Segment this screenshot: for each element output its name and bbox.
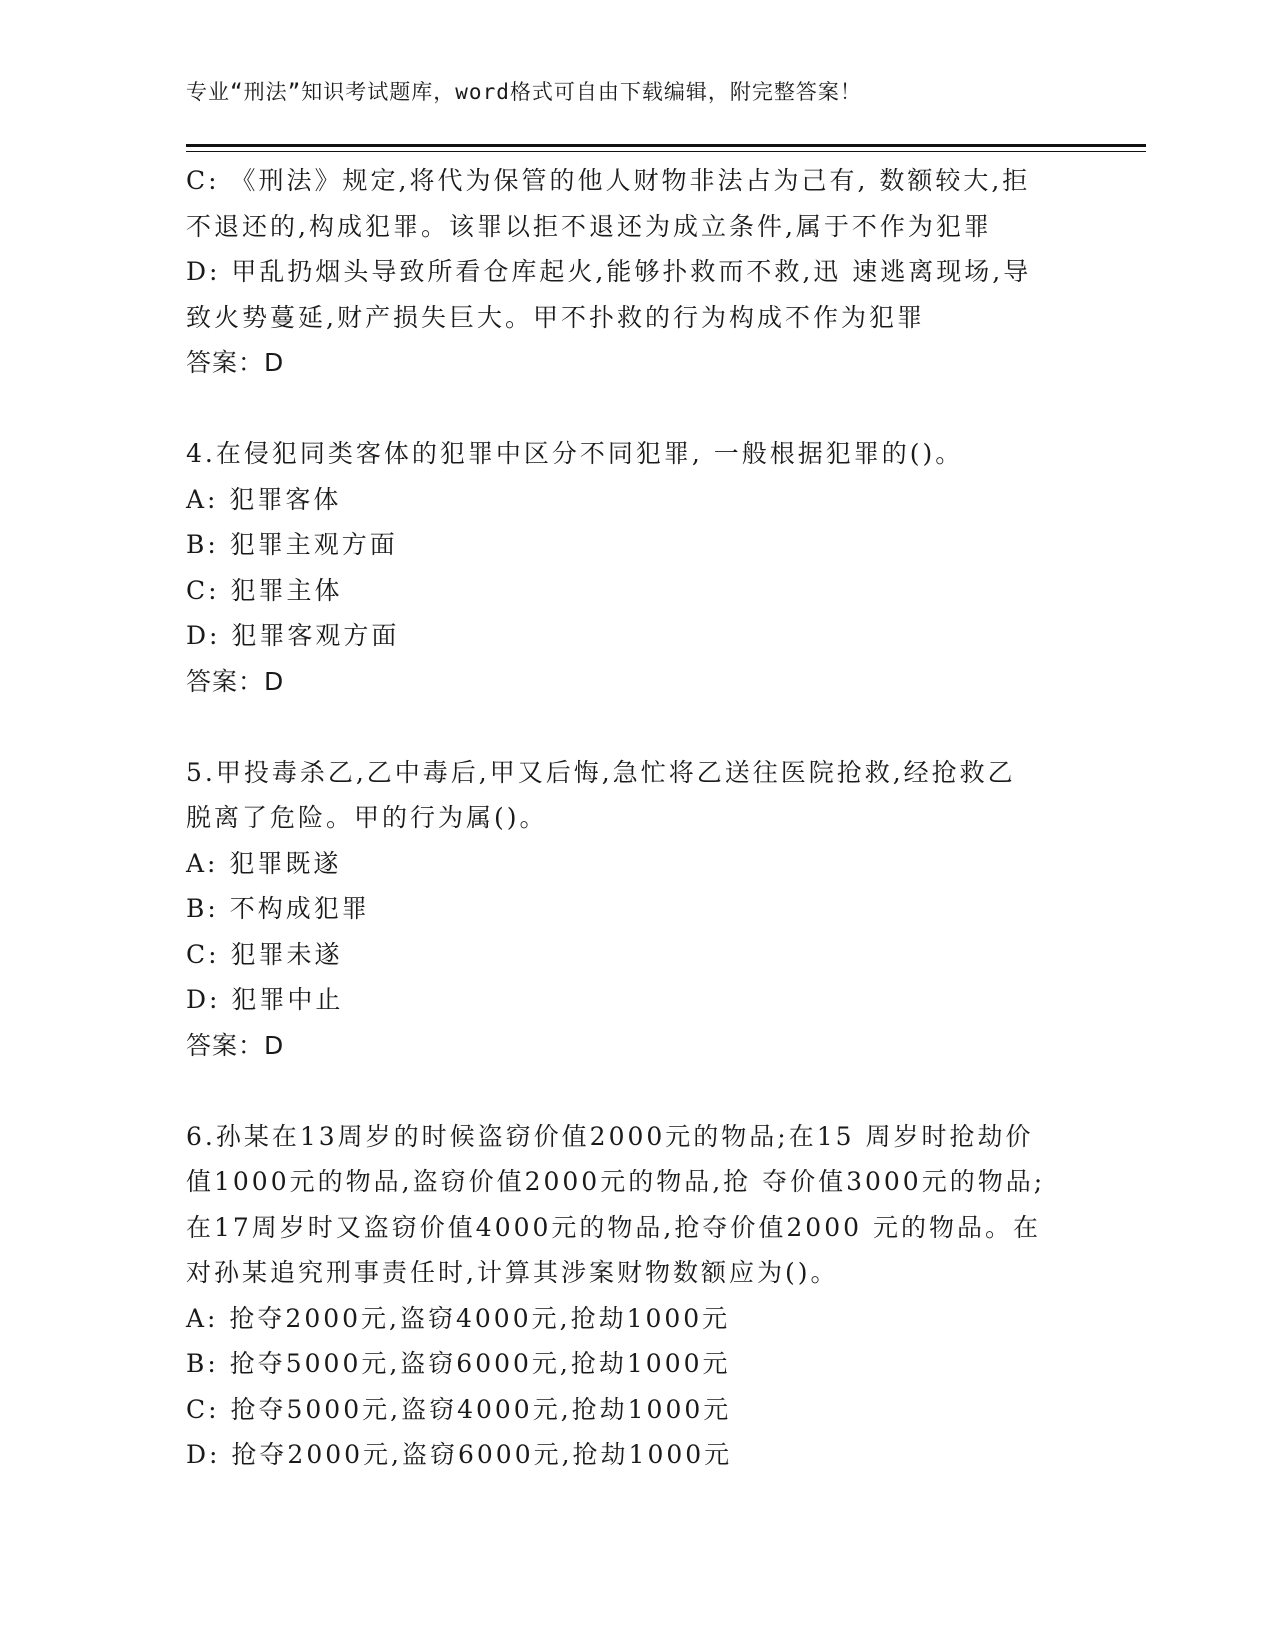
header-rule-thick [186,144,1146,147]
question-text-line-2: 脱离了危险。甲的行为属()。 [186,803,548,832]
option-b: B: 犯罪主观方面 [186,530,398,559]
option-c: C: 犯罪主体 [186,575,343,605]
question-text-line-2: 值1000元的物品,盗窃价值2000元的物品,抢 夺价值3000元的物品; [186,1167,1046,1196]
option-d: D: 抢夺2000元,盗窃6000元,抢劫1000元 [186,1440,733,1469]
question-text-line-1: 5.甲投毒杀乙,乙中毒后,甲又后悔,急忙将乙送往医院抢救,经抢救乙 [186,757,1016,787]
question-list [186,158,1066,1478]
spacer [186,704,1066,750]
option-b: B: 不构成犯罪 [186,894,370,923]
option-c-line-2: 不退还的,构成犯罪。该罪以拒不退还为成立条件,属于不作为犯罪 [186,211,992,241]
option-d-line-2: 致火势蔓延,财产损失巨大。甲不扑救的行为构成不作为犯罪 [186,302,925,332]
option-a: A: 犯罪既遂 [186,848,342,878]
question-6 [186,1114,1066,1478]
header-rule-thin [186,151,1146,152]
option-c-line-1: C: 《刑法》规定,将代为保管的他人财物非法占为己有, 数额较大,拒 [186,166,1031,195]
answer-line: 答案：D [186,1030,285,1060]
option-b: B: 抢夺5000元,盗窃6000元,抢劫1000元 [186,1349,731,1378]
option-a: A: 抢夺2000元,盗窃4000元,抢劫1000元 [186,1303,731,1333]
option-d: D: 犯罪中止 [186,985,344,1014]
question-3-continued [186,158,1066,386]
option-c: C: 犯罪未遂 [186,939,343,969]
option-a: A: 犯罪客体 [186,484,342,514]
question-4 [186,431,1066,704]
question-text: 4.在侵犯同类客体的犯罪中区分不同犯罪, 一般根据犯罪的()。 [186,439,964,468]
option-d: D: 犯罪客观方面 [186,621,400,650]
question-text-line-4: 对孙某追究刑事责任时,计算其涉案财物数额应为()。 [186,1258,839,1287]
answer-line: 答案：D [186,666,285,696]
question-text-line-1: 6.孙某在13周岁的时候盗窃价值2000元的物品;在15 周岁时抢劫价 [186,1121,1034,1151]
question-text-line-3: 在17周岁时又盗窃价值4000元的物品,抢夺价值2000 元的物品。在 [186,1212,1041,1242]
answer-line: 答案：D [186,348,285,377]
spacer [186,1068,1066,1114]
question-5 [186,750,1066,1069]
page-header: 专业“刑法”知识考试题库，word格式可自由下载编辑，附完整答案！ [186,80,862,104]
option-d-line-1: D: 甲乱扔烟头导致所看仓库起火,能够扑救而不救,迅 速逃离现场,导 [186,257,1032,286]
option-c: C: 抢夺5000元,盗窃4000元,抢劫1000元 [186,1394,732,1424]
spacer [186,386,1066,432]
